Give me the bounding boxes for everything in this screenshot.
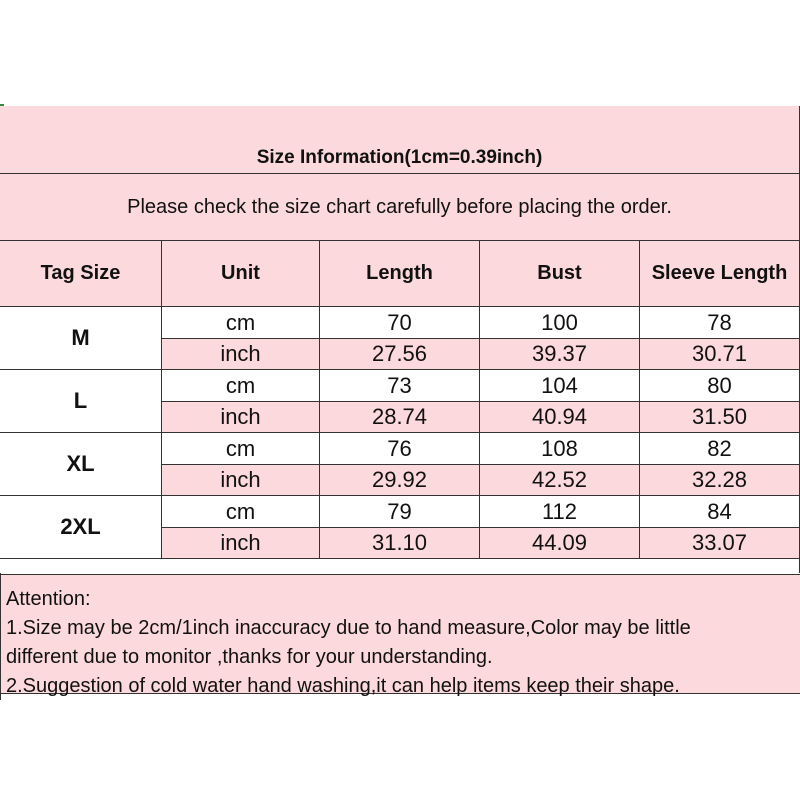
length-inch: 29.92 bbox=[320, 465, 480, 496]
length-cm: 76 bbox=[320, 433, 480, 465]
bust-inch: 42.52 bbox=[480, 465, 640, 496]
bust-inch: 44.09 bbox=[480, 528, 640, 559]
unit-cm: cm bbox=[162, 370, 320, 402]
sleeve-cm: 78 bbox=[640, 307, 800, 339]
unit-cm: cm bbox=[162, 496, 320, 528]
length-cm: 73 bbox=[320, 370, 480, 402]
tag-size-m: M bbox=[0, 307, 162, 370]
unit-inch: inch bbox=[162, 339, 320, 370]
sleeve-inch: 32.28 bbox=[640, 465, 800, 496]
unit-cm: cm bbox=[162, 433, 320, 465]
unit-inch: inch bbox=[162, 465, 320, 496]
attention-line-2: different due to monitor ,thanks for your understanding. bbox=[6, 646, 493, 668]
header-unit: Unit bbox=[162, 241, 320, 307]
header-sleeve-length: Sleeve Length bbox=[640, 241, 800, 307]
bust-cm: 112 bbox=[480, 496, 640, 528]
attention-line-1: 1.Size may be 2cm/1inch inaccuracy due to hand measure,Color may be little bbox=[6, 617, 691, 639]
attention-notes bbox=[0, 574, 800, 697]
sleeve-cm: 82 bbox=[640, 433, 800, 465]
bust-cm: 104 bbox=[480, 370, 640, 402]
length-cm: 79 bbox=[320, 496, 480, 528]
sleeve-inch: 33.07 bbox=[640, 528, 800, 559]
tag-size-xl: XL bbox=[0, 433, 162, 496]
unit-cm: cm bbox=[162, 307, 320, 339]
length-inch: 27.56 bbox=[320, 339, 480, 370]
bust-inch: 40.94 bbox=[480, 402, 640, 433]
bust-cm: 100 bbox=[480, 307, 640, 339]
bust-inch: 39.37 bbox=[480, 339, 640, 370]
sleeve-inch: 31.50 bbox=[640, 402, 800, 433]
size-chart-note: Please check the size chart carefully before placing the order. bbox=[0, 174, 800, 241]
unit-inch: inch bbox=[162, 528, 320, 559]
length-inch: 31.10 bbox=[320, 528, 480, 559]
spacer-row bbox=[0, 559, 800, 573]
length-inch: 28.74 bbox=[320, 402, 480, 433]
bust-cm: 108 bbox=[480, 433, 640, 465]
unit-inch: inch bbox=[162, 402, 320, 433]
sleeve-cm: 84 bbox=[640, 496, 800, 528]
header-tag-size: Tag Size bbox=[0, 241, 162, 307]
attention-heading: Attention: bbox=[6, 588, 91, 610]
size-info-title: Size Information(1cm=0.39inch) bbox=[0, 106, 800, 174]
header-length: Length bbox=[320, 241, 480, 307]
header-bust: Bust bbox=[480, 241, 640, 307]
sleeve-cm: 80 bbox=[640, 370, 800, 402]
length-cm: 70 bbox=[320, 307, 480, 339]
tag-size-2xl: 2XL bbox=[0, 496, 162, 559]
sleeve-inch: 30.71 bbox=[640, 339, 800, 370]
attention-line-3: 2.Suggestion of cold water hand washing,it can help items keep their shape. bbox=[6, 675, 680, 697]
tag-size-l: L bbox=[0, 370, 162, 433]
